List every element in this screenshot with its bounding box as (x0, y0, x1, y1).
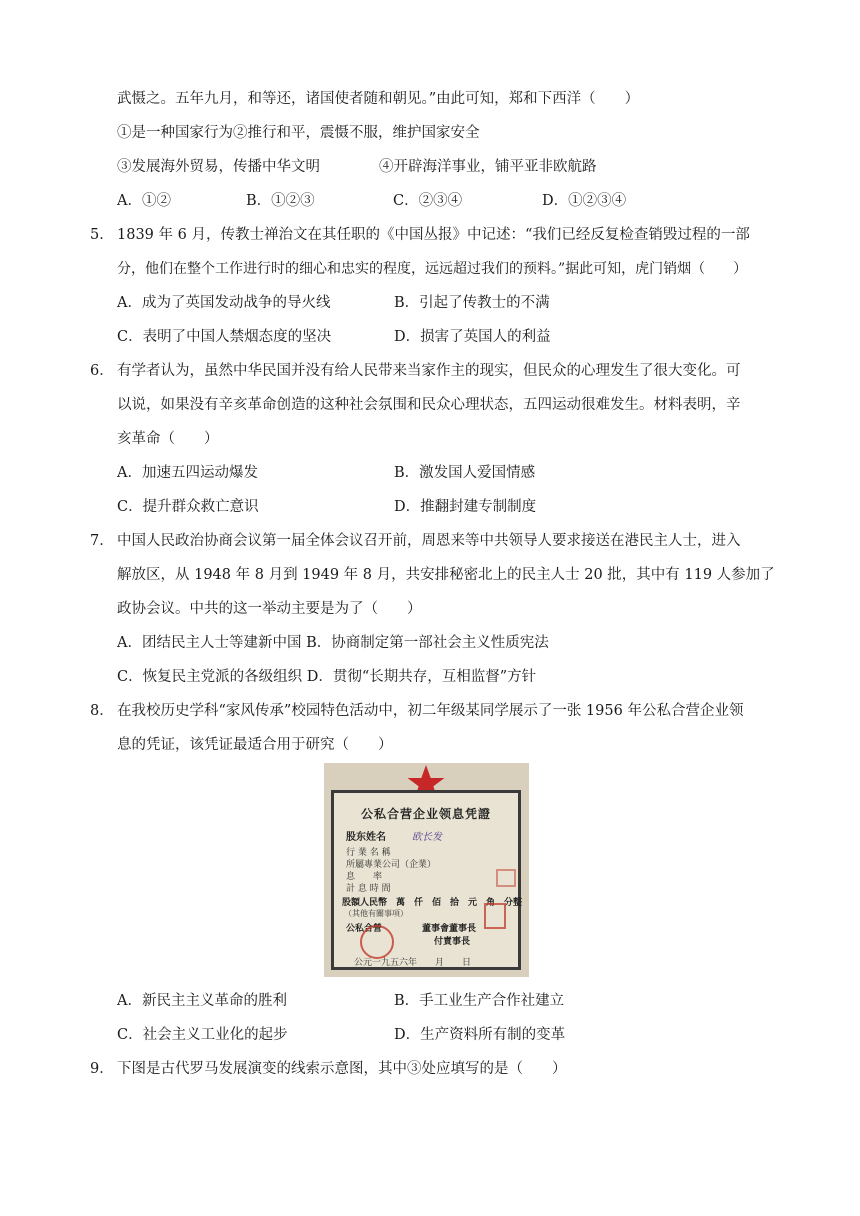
certificate-name-label: 股东姓名 (346, 832, 386, 843)
q7-number: 7． (90, 533, 114, 549)
certificate-sign-3: 付責事長 (434, 937, 471, 947)
q8-choice-b[interactable]: B．手工业生产合作社建立 (394, 993, 565, 1009)
q4-choice-c[interactable]: C．②③④ (393, 193, 463, 209)
q6-choice-d[interactable]: D．推翻封建专制制度 (394, 499, 537, 515)
q4-stem-line: 武慑之。五年九月，和等还，诸国使者随和朝见。”由此可知，郑和下西洋（ ） (117, 91, 640, 107)
q8-stem-line-1: 在我校历史学科“家风传承”校园特色活动中，初二年级某同学展示了一张 1956 年公私合营企业领 (117, 703, 744, 719)
q9-number: 9． (90, 1061, 114, 1077)
q5-choice-b[interactable]: B．引起了传教士的不满 (394, 295, 550, 311)
red-seal-stamp (360, 925, 394, 959)
certificate-row-3: 息 率 (346, 872, 383, 882)
q4-option-line-2b: ④开辟海洋事业，铺平亚非欧航路 (379, 159, 597, 175)
q5-choice-d[interactable]: D．损害了英国人的利益 (394, 329, 551, 345)
q6-choice-b[interactable]: B．激发国人爱国情感 (394, 465, 536, 481)
q7-stem-line-1: 中国人民政治协商会议第一届全体会议召开前，周恩来等中共领导人要求接送在港民主人士，进入 (117, 533, 741, 549)
certificate-frame (331, 790, 521, 970)
red-square-stamp (484, 903, 506, 929)
q7-choice-line-1[interactable]: A．团结民主人士等建新中国 B．协商制定第一部社会主义性质宪法 (117, 635, 549, 651)
q5-number: 5． (90, 227, 114, 243)
q8-choice-c[interactable]: C．社会主义工业化的起步 (117, 1027, 288, 1043)
q4-option-line-2a: ③发展海外贸易，传播中华文明 (117, 159, 320, 175)
q6-choice-c[interactable]: C．提升群众救亡意识 (117, 499, 259, 515)
q5-stem-line-1: 1839 年 6 月，传教士禅治文在其任职的《中国丛报》中记述：“我们已经反复检查销毁过程的一部 (117, 227, 750, 243)
q8-stem-line-2: 息的凭证，该凭证最适合用于研究（ ） (117, 737, 393, 753)
q6-number: 6． (90, 363, 114, 379)
q6-stem-line-3: 亥革命（ ） (117, 431, 219, 447)
certificate-sign-1: 公私合營 (346, 924, 383, 934)
certificate-row-1: 行 業 名 稱 (346, 848, 391, 858)
certificate-row-2: 所屬專業公司（企業） (346, 860, 437, 870)
q7-choice-line-2[interactable]: C．恢复民主党派的各级组织 D．贯彻“长期共存，互相监督”方针 (117, 669, 537, 685)
q4-choice-b[interactable]: B．①②③ (246, 193, 315, 209)
q6-stem-line-1: 有学者认为，虽然中华民国并没有给人民带来当家作主的现实，但民众的心理发生了很大变化。可 (117, 363, 741, 379)
certificate-title: 公私合营企业领息凭證 (360, 807, 491, 821)
certificate-name-value: 欧长发 (412, 832, 442, 843)
q4-choice-d[interactable]: D．①②③④ (542, 193, 627, 209)
certificate-amount: 股額人民幣 萬 仟 佰 拾 元 角 分整 (342, 898, 523, 908)
q6-choice-a[interactable]: A．加速五四运动爆发 (117, 465, 258, 481)
red-small-stamp (496, 869, 516, 887)
q8-choice-a[interactable]: A．新民主主义革命的胜利 (117, 993, 287, 1009)
q5-choice-c[interactable]: C．表明了中国人禁烟态度的坚决 (117, 329, 332, 345)
q4-option-line-1: ①是一种国家行为②推行和平，震慑不服，维护国家安全 (117, 125, 480, 141)
q7-stem-line-3: 政协会议。中共的这一举动主要是为了（ ） (117, 601, 422, 617)
q4-choice-a[interactable]: A．①② (117, 193, 171, 209)
q7-stem-line-2: 解放区，从 1948 年 8 月到 1949 年 8 月，共安排秘密北上的民主人士 20 批，其中有 119 人参加了 (117, 567, 775, 583)
certificate-date: 公元一九五六年 月 日 (354, 958, 472, 968)
q5-choice-a[interactable]: A．成为了英国发动战争的导火线 (117, 295, 331, 311)
q8-choice-d[interactable]: D．生产资料所有制的变革 (394, 1027, 566, 1043)
q9-stem-line-1: 下图是古代罗马发展演变的线索示意图，其中③处应填写的是（ ） (117, 1061, 567, 1077)
q6-stem-line-2: 以说，如果没有辛亥革命创造的这种社会氛围和民众心理状态，五四运动很难发生。材料表明，辛 (117, 397, 741, 413)
certificate-row-5: （其他有關事項） (344, 909, 408, 918)
dividend-certificate-image (324, 763, 529, 977)
q8-number: 8． (90, 703, 114, 719)
q5-stem-line-2: 分，他们在整个工作进行时的细心和忠实的程度，远远超过我们的预料。”据此可知，虎门销烟（ ） (117, 261, 748, 277)
certificate-row-4: 計 息 時 間 (346, 884, 391, 894)
certificate-sign-2: 董事會董事長 (422, 924, 477, 934)
